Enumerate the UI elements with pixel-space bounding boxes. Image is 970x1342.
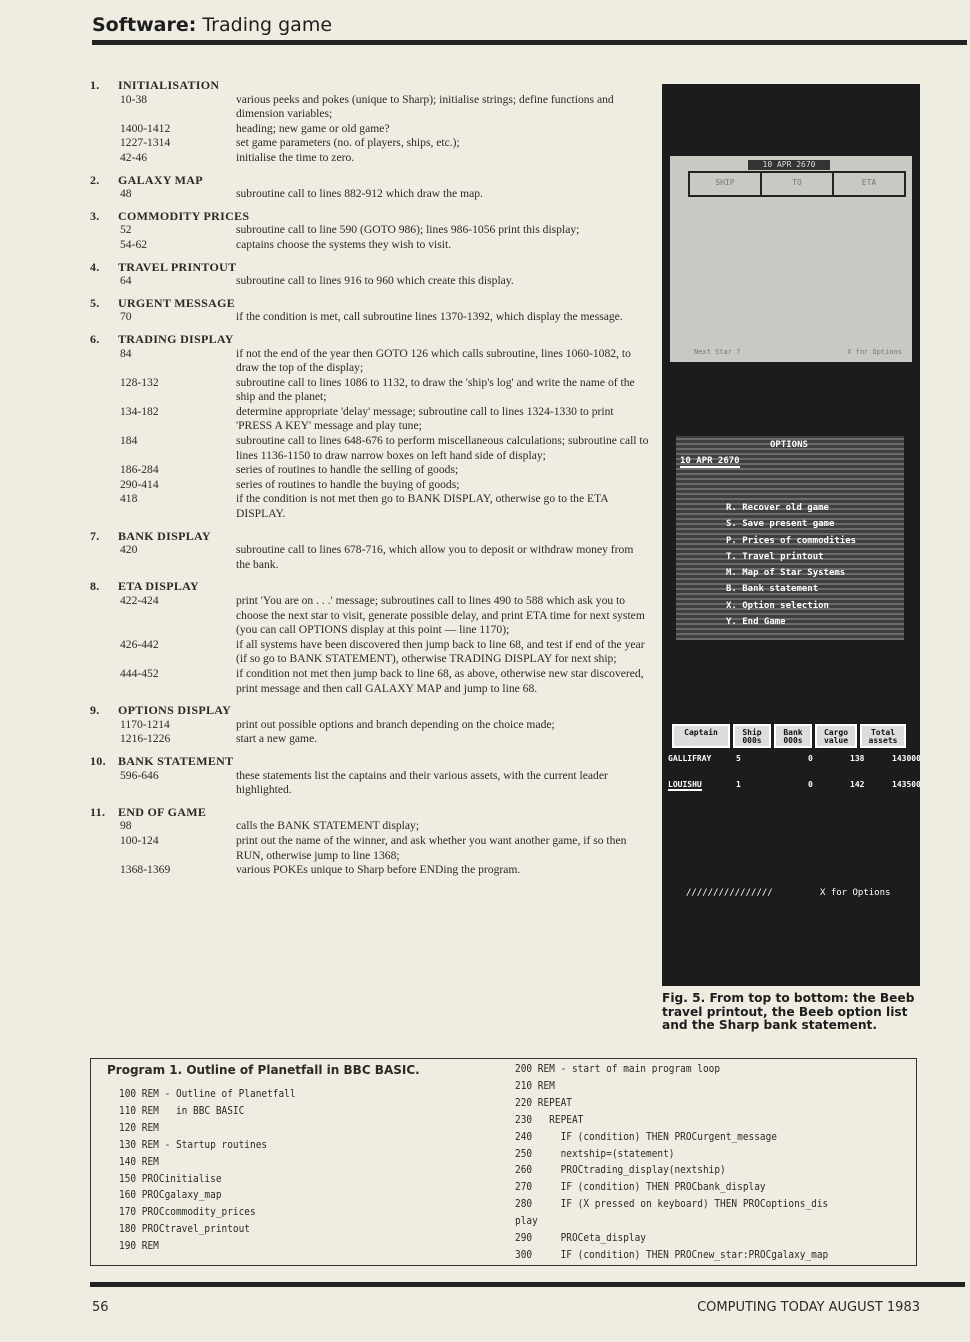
line-description: if the condition is met, call subroutine lines 1370-1392, which display the message. — [236, 310, 623, 324]
option-item: S. Save present game — [726, 519, 835, 530]
outline-row — [90, 732, 650, 747]
line-description: print out possible options and branch depending on the choice made; — [236, 717, 555, 731]
line-description: captains choose the systems they wish to visit. — [236, 237, 452, 251]
outline-section — [90, 332, 650, 522]
page-header — [92, 14, 332, 36]
outline-section — [90, 805, 650, 878]
line-range: 70 — [120, 310, 132, 324]
outline-section — [90, 260, 650, 289]
outline-section — [90, 529, 650, 573]
line-range: 52 — [120, 223, 132, 237]
options-list — [726, 500, 856, 630]
option-item: P. Prices of commodities — [726, 535, 857, 546]
line-description: subroutine call to lines 916 to 960 which create this display. — [236, 274, 514, 288]
program-title: Program 1. Outline of Planetfall in BBC BASIC. — [107, 1063, 420, 1077]
line-description: various POKEs unique to Sharp before ENDing the program. — [236, 863, 521, 877]
line-range: 186-284 — [120, 463, 159, 477]
section-number: 8. — [90, 579, 100, 594]
section-heading — [90, 296, 650, 311]
line-description: determine appropriate 'delay' message; subroutine call to lines 1324-1330 to print 'PRESS A KEY' message and play tune; — [236, 404, 614, 433]
line-description: print out the name of the winner, and ask whether you want another game, if so then RUN, otherwise jump to line 1368; — [236, 833, 627, 862]
outline-section — [90, 754, 650, 798]
footer-rule — [90, 1282, 965, 1287]
bank-header-ship: Ship 000s — [733, 724, 771, 748]
section-title: ETA DISPLAY — [118, 579, 199, 594]
option-item: M. Map of Star Systems — [726, 568, 846, 579]
outline-row — [90, 122, 650, 137]
line-description: subroutine call to lines 1086 to 1132, to draw the 'ship's log' and write the name of the ship and the planet; — [236, 375, 635, 404]
outline-row — [90, 136, 650, 151]
option-item: Y. End Game — [726, 617, 786, 628]
section-title: OPTIONS DISPLAY — [118, 703, 232, 718]
outline-row — [90, 405, 650, 434]
section-heading — [90, 332, 650, 347]
section-title: TRAVEL PRINTOUT — [118, 259, 237, 274]
outline-section — [90, 579, 650, 696]
options-screen — [676, 436, 904, 640]
header-section: Software: — [92, 14, 197, 36]
line-range: 100-124 — [120, 833, 159, 847]
line-range: 1227-1314 — [120, 136, 171, 150]
section-title: URGENT MESSAGE — [118, 295, 236, 310]
line-range: 64 — [120, 274, 132, 288]
line-description: heading; new game or old game? — [236, 121, 390, 135]
bank-row-ship: 1 — [736, 780, 741, 789]
bank-header-cargo: Cargo value — [815, 724, 857, 748]
line-range: 42-46 — [120, 150, 148, 164]
outline-section — [90, 209, 650, 253]
line-range: 98 — [120, 819, 132, 833]
page-number: 56 — [92, 1300, 109, 1315]
program-outline-list — [90, 78, 650, 885]
section-title: END OF GAME — [118, 804, 207, 819]
section-number: 5. — [90, 295, 100, 310]
section-number: 2. — [90, 172, 100, 187]
outline-row — [90, 638, 650, 667]
line-range: 1170-1214 — [120, 717, 170, 731]
line-description: print 'You are on . . .' message; subroutines call to lines 490 to 588 which ask you to choose the next star to visit, generate possible delay, and print ETA time for next system (you can call OPTIONS display at this point — line 1170); — [236, 594, 645, 637]
bank-header-total: Total assets — [860, 724, 906, 748]
outline-row — [90, 347, 650, 376]
bank-header-captain: Captain — [672, 724, 730, 748]
section-number: 6. — [90, 331, 100, 346]
section-title: COMMODITY PRICES — [118, 208, 250, 223]
line-range: 1216-1226 — [120, 732, 171, 746]
bank-row-ship: 5 — [736, 754, 741, 763]
outline-row — [90, 819, 650, 834]
bank-row-name: GALLIFRAY — [668, 754, 712, 763]
line-description: if the condition is not met then go to BANK DISPLAY, otherwise go to the ETA DISPLAY. — [236, 492, 608, 521]
section-number: 7. — [90, 528, 100, 543]
travel-footer — [694, 348, 902, 356]
outline-row — [90, 492, 650, 521]
line-description: series of routines to handle the selling of goods; — [236, 463, 459, 477]
section-heading — [90, 579, 650, 594]
line-description: start a new game. — [236, 732, 318, 746]
section-number: 4. — [90, 259, 100, 274]
outline-section — [90, 296, 650, 325]
outline-row — [90, 478, 650, 493]
program-listing-left: 100 REM - Outline of Planetfall 110 REM in BBC BASIC 120 REM 130 REM - Startup routines 140 REM 150 PROCinitialise 160 PROCgalaxy_map 170 PROCcommodity_prices 180 PROCtravel_printout 190 REM — [119, 1087, 296, 1253]
section-heading — [90, 260, 650, 275]
bank-headers — [672, 724, 906, 748]
section-number: 11. — [90, 804, 106, 819]
line-range: 84 — [120, 346, 132, 360]
line-description: if all systems have been discovered then jump back to line 68, and test if end of the year (if so go to BANK STATEMENT), otherwise TRADING DISPLAY for next ship; — [236, 637, 645, 666]
outline-row — [90, 151, 650, 166]
section-heading — [90, 78, 650, 93]
travel-date: 10 APR 2670 — [748, 160, 830, 170]
outline-section — [90, 703, 650, 747]
bank-footer — [686, 888, 916, 898]
option-item: T. Travel printout — [726, 551, 824, 562]
bank-row-cargo: 142 — [850, 780, 865, 789]
program-listing-box — [90, 1058, 917, 1266]
bank-row-total: 143500 — [892, 780, 921, 789]
line-range: 444-452 — [120, 666, 159, 680]
outline-row — [90, 223, 650, 238]
line-range: 420 — [120, 543, 138, 557]
outline-row — [90, 463, 650, 478]
line-description: various peeks and pokes (unique to Sharp); initialise strings; define functions and dimension variables; — [236, 92, 614, 121]
travel-col-to: TO — [762, 173, 834, 195]
travel-printout-screen — [670, 156, 912, 362]
outline-row — [90, 274, 650, 289]
section-number: 1. — [90, 78, 100, 92]
bank-row-bank: 0 — [808, 754, 813, 763]
section-title: BANK DISPLAY — [118, 528, 211, 543]
outline-row — [90, 594, 650, 638]
travel-col-eta: ETA — [861, 178, 877, 187]
header-rule — [92, 40, 967, 45]
section-title: TRADING DISPLAY — [118, 331, 234, 346]
line-description: subroutine call to lines 678-716, which allow you to deposit or withdraw money from the bank. — [236, 543, 634, 571]
option-item: X. Option selection — [726, 600, 829, 611]
section-number: 9. — [90, 703, 100, 718]
line-range: 10-38 — [120, 92, 148, 106]
outline-section — [90, 78, 650, 166]
section-heading — [90, 703, 650, 718]
travel-columns — [688, 171, 906, 197]
line-range: 54-62 — [120, 237, 148, 251]
bank-row-name: LOUISHU — [668, 780, 702, 789]
line-description: subroutine call to lines 882-912 which draw the map. — [236, 187, 483, 201]
options-title: OPTIONS — [770, 440, 808, 450]
line-description: these statements list the captains and their various assets, with the current leader highlighted. — [236, 768, 608, 797]
line-description: subroutine call to line 590 (GOTO 986); lines 986-1056 print this display; — [236, 223, 580, 237]
bank-row-total: 143000 — [892, 754, 921, 763]
line-description: if not the end of the year then GOTO 126 which calls subroutine, lines 1060-1082, to draw the top of the display; — [236, 346, 631, 375]
line-range: 134-182 — [120, 404, 159, 418]
line-range: 48 — [120, 187, 132, 201]
outline-section — [90, 173, 650, 202]
line-range: 184 — [120, 434, 138, 448]
line-description: set game parameters (no. of players, ships, etc.); — [236, 136, 460, 150]
line-range: 1400-1412 — [120, 121, 171, 135]
bank-bottom-right: X for Options — [820, 888, 891, 898]
option-item: R. Recover old game — [726, 503, 829, 513]
travel-foot-right: X for Options — [847, 348, 902, 356]
screenshot-panel — [662, 84, 920, 986]
outline-row — [90, 863, 650, 878]
bank-row-bank: 0 — [808, 780, 813, 789]
section-heading — [90, 805, 650, 820]
bank-statement-screen — [662, 720, 920, 910]
options-date: 10 APR 2670 — [680, 456, 740, 466]
outline-row — [90, 718, 650, 733]
outline-row — [90, 187, 650, 202]
header-topic: Trading game — [196, 14, 333, 36]
option-item: B. Bank statement — [726, 584, 819, 595]
outline-row — [90, 667, 650, 696]
section-title: GALAXY MAP — [118, 172, 203, 187]
outline-row — [90, 434, 650, 463]
outline-row — [90, 93, 650, 122]
line-description: series of routines to handle the buying of goods; — [236, 477, 460, 491]
outline-row — [90, 376, 650, 405]
travel-col-ship: SHIP — [690, 173, 762, 195]
outline-row — [90, 543, 650, 572]
section-heading — [90, 173, 650, 188]
line-description: calls the BANK STATEMENT display; — [236, 819, 420, 833]
bank-bottom-left: //////////////// — [686, 888, 773, 898]
bank-row-cargo: 138 — [850, 754, 865, 763]
line-range: 422-424 — [120, 594, 159, 607]
outline-row — [90, 769, 650, 798]
section-title: BANK STATEMENT — [118, 753, 234, 768]
line-range: 128-132 — [120, 375, 159, 389]
line-description: initialise the time to zero. — [236, 150, 355, 164]
outline-row — [90, 238, 650, 253]
line-range: 1368-1369 — [120, 863, 171, 877]
line-description: if condition not met then jump back to line 68, as above, otherwise new star discovered, print message and then call GALAXY MAP and jump to line 68. — [236, 666, 644, 695]
section-title: INITIALISATION — [118, 78, 220, 92]
line-range: 290-414 — [120, 477, 159, 491]
section-number: 10. — [90, 753, 106, 768]
section-heading — [90, 754, 650, 769]
section-number: 3. — [90, 208, 100, 223]
magazine-footer: COMPUTING TODAY AUGUST 1983 — [697, 1300, 920, 1315]
outline-row — [90, 834, 650, 863]
outline-row — [90, 310, 650, 325]
line-description: subroutine call to lines 648-676 to perform miscellaneous calculations; subroutine call to lines 1136-1150 to draw narrow boxes on left hand side of display; — [236, 434, 649, 462]
line-range: 418 — [120, 492, 138, 506]
bank-header-bank: Bank 000s — [774, 724, 812, 748]
line-range: 426-442 — [120, 637, 159, 651]
program-listing-right: 200 REM - start of main program loop 210 REM 220 REPEAT 230 REPEAT 240 IF (condition) THEN PROCurgent_message 250 nextship=(statement) 260 PROCtrading_display(nextship) 270 IF (condition) THEN PROCbank_display 280 IF (X pressed on keyboard) THEN PROCoptions_dis play 290 PROCeta_display 300 IF (condition) THEN PROCnew_star:PROCgalaxy_map — [515, 1062, 829, 1261]
section-heading — [90, 209, 650, 224]
travel-foot-left: Next Star ? — [694, 348, 741, 356]
line-range: 596-646 — [120, 768, 159, 782]
section-heading — [90, 529, 650, 544]
figure-caption: Fig. 5. From top to bottom: the Beeb travel printout, the Beeb option list and the Sharp bank statement. — [662, 991, 915, 1033]
